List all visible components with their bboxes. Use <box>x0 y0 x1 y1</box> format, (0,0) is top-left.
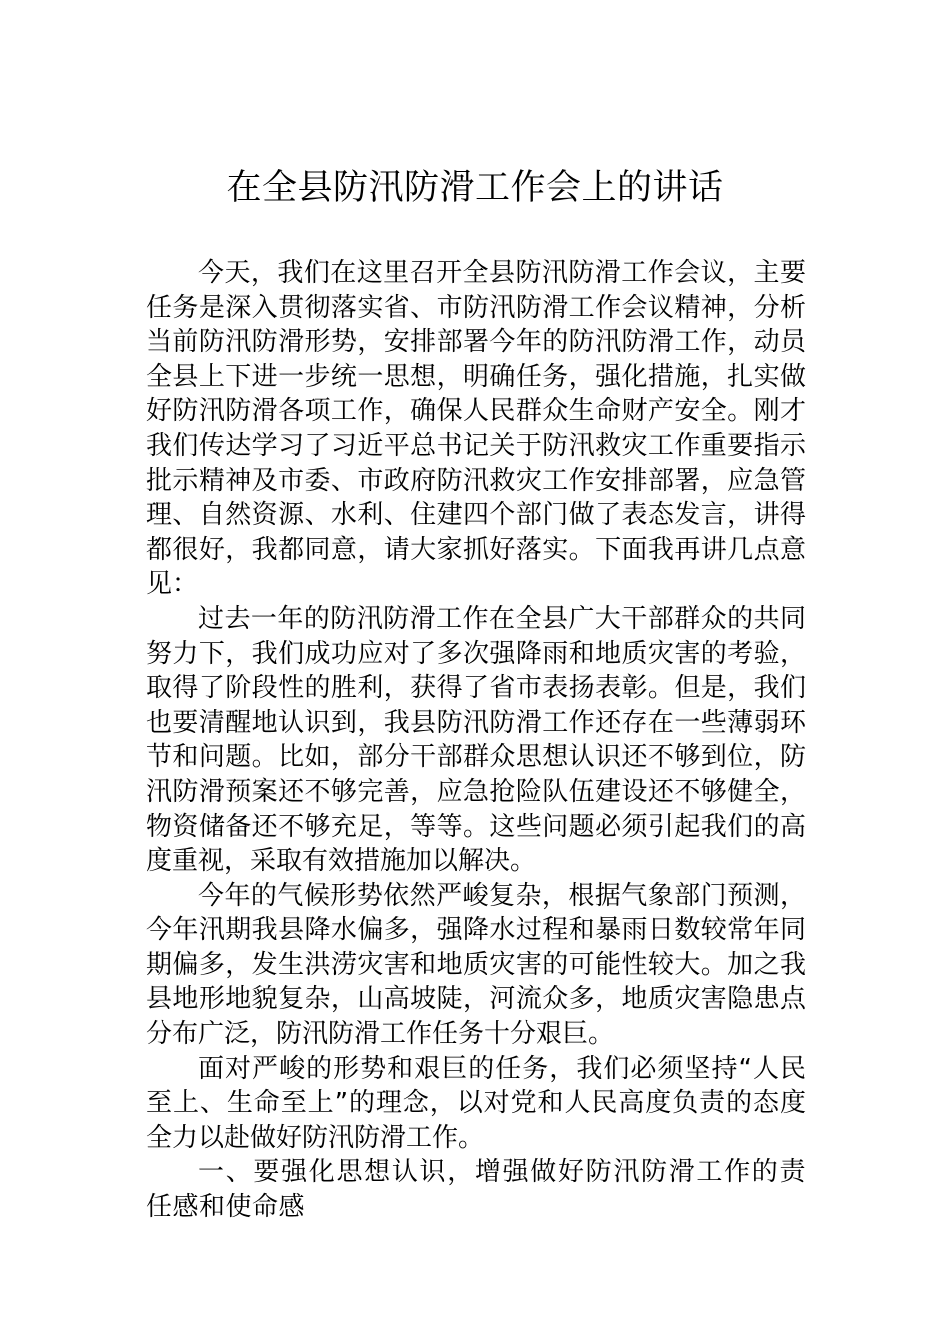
section-heading-one: 一、要强化思想认识，增强做好防汛防滑工作的责任感和使命感 <box>146 1157 806 1223</box>
document-title: 在全县防汛防滑工作会上的讲话 <box>226 168 724 208</box>
paragraph-opening: 今天，我们在这里召开全县防汛防滑工作会议，主要任务是深入贯彻落实省、市防汛防滑工作会议精神，分析当前防汛防滑形势，安排部署今年的防汛防滑工作，动员全县上下进一步统一思想，明确任务，强化措施，扎实做好防汛防滑各项工作，确保人民群众生命财产安全。刚才我们传达学习了习近平总书记关于防汛救灾工作重要指示批示精神及市委、市政府防汛救灾工作安排部署，应急管理、自然资源、水利、住建四个部门做了表态发言，讲得都很好，我都同意，请大家抓好落实。下面我再讲几点意见： <box>146 258 806 600</box>
paragraph-past-year-review: 过去一年的防汛防滑工作在全县广大干部群众的共同努力下，我们成功应对了多次强降雨和地质灾害的考验，取得了阶段性的胜利，获得了省市表扬表彰。但是，我们也要清醒地认识到，我县防汛防滑工作还存在一些薄弱环节和问题。比如，部分干部群众思想认识还不够到位，防汛防滑预案还不够完善，应急抢险队伍建设还不够健全，物资储备还不够充足，等等。这些问题必须引起我们的高度重视，采取有效措施加以解决。 <box>146 603 806 877</box>
document-body <box>146 256 806 1225</box>
paragraph-commitment: 面对严峻的形势和艰巨的任务，我们必须坚持“人民至上、生命至上”的理念，以对党和人民高度负责的态度全力以赴做好防汛防滑工作。 <box>146 1053 806 1153</box>
paragraph-climate-situation: 今年的气候形势依然严峻复杂，根据气象部门预测，今年汛期我县降水偏多，强降水过程和暴雨日数较常年同期偏多，发生洪涝灾害和地质灾害的可能性较大。加之我县地形地貌复杂，山高坡陡，河流众多，地质灾害隐患点分布广泛，防汛防滑工作任务十分艰巨。 <box>146 880 806 1050</box>
